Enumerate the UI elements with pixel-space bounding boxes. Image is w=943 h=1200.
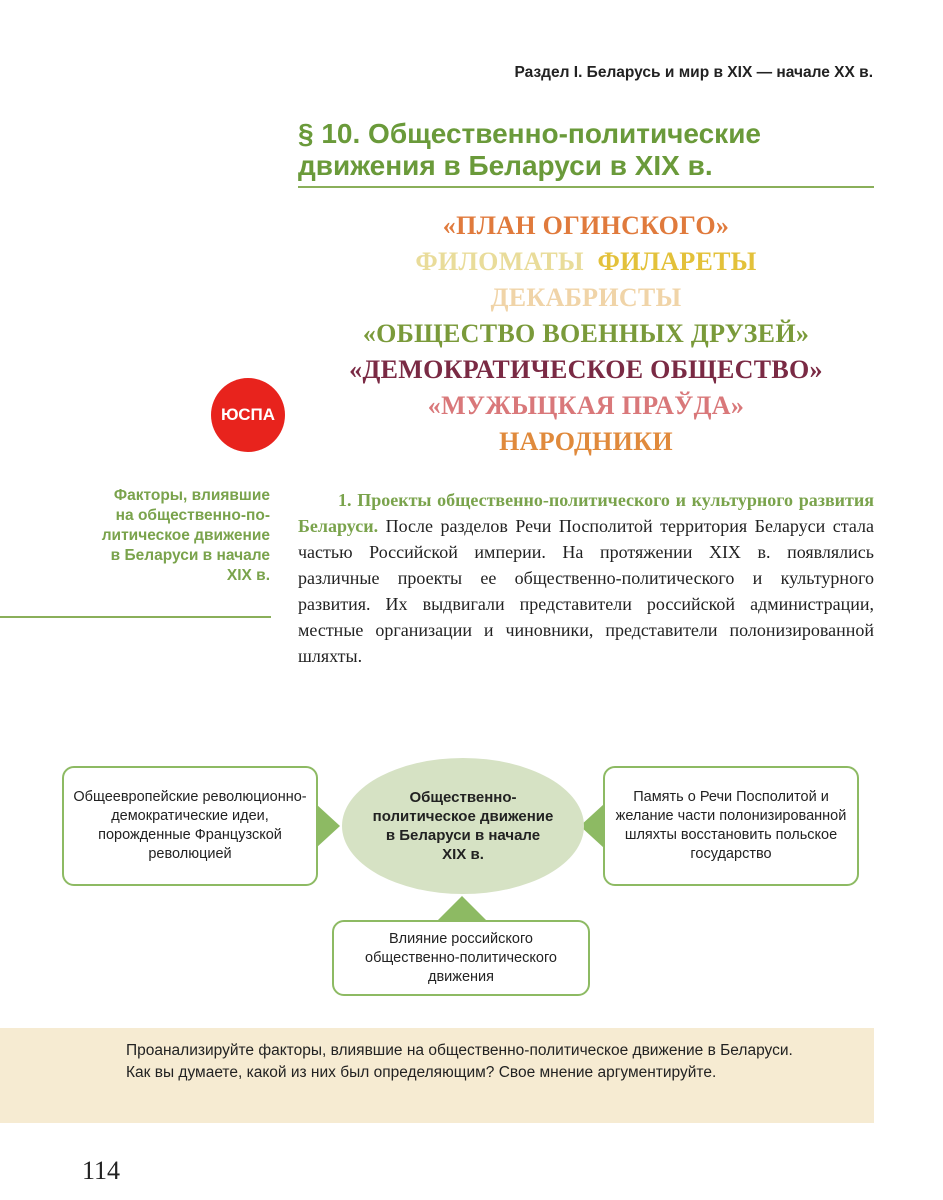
page-number: 114 (82, 1156, 121, 1185)
paragraph-heading: 1. Проекты общественно-политического и культурного развития Беларуси. (298, 490, 874, 536)
task-text: Проанализируйте факторы, влиявшие на общественно-политическое движение в Беларуси. Как вы думаете, какой из них был определяющим? Свое мнение аргументируйте. (126, 1042, 793, 1081)
word-filomaty: ФИЛОМАТЫ (415, 247, 584, 276)
factor-bottom-box: Влияние российского общественно-политического движения (332, 920, 590, 996)
title-line-2: движения в Беларуси в XIX в. (298, 150, 713, 181)
word-obshchestvo-voennyh-druzey: «ОБЩЕСТВО ВОЕННЫХ ДРУЗЕЙ» (362, 319, 810, 348)
factor-right-box: Память о Речи Посполитой и желание части полонизированной шляхты восстановить польское государство (603, 766, 859, 886)
word-plan-oginskogo: «ПЛАН ОГИНСКОГО» (442, 211, 730, 240)
title-line-1: § 10. Общественно-политические (298, 118, 761, 149)
factor-left-box: Общеевропейские революционно-демократические идеи, порожденные Французской революцией (62, 766, 318, 886)
word-muzhytskaya-prauda: «МУЖЫЦКАЯ ПРАЎДА» (427, 391, 745, 420)
word-filarety: ФИЛАРЕТЫ (597, 247, 757, 276)
section-header: Раздел I. Беларусь и мир в XIX — начале XX в. (514, 64, 873, 81)
word-dekabristy: ДЕКАБРИСТЫ (490, 283, 682, 312)
yuspa-logo: ЮСПА (211, 378, 285, 452)
diagram-center: Общественно-политическое движение в Беларуси в начале XIX в. (342, 758, 584, 894)
word-demokraticheskoe-obshchestvo: «ДЕМОКРАТИЧЕСКОЕ ОБЩЕСТВО» (349, 355, 823, 384)
paragraph-body: После разделов Речи Посполитой территория Беларуси стала частью Российской империи. На протяжении XIX в. появлялись различные проекты ее общественно-политического и культурного развития. Их выдвигали представители российской администрации, местные организации и чиновники, представители полонизированной шляхты. (298, 516, 874, 666)
side-note: Факторы, влиявшие на общественно-по- литическое движение в Беларуси в начале XIX в. (101, 487, 270, 584)
arrow-left-to-center (316, 804, 340, 848)
word-narodniki: НАРОДНИКИ (499, 427, 673, 456)
arrow-bottom-to-center (438, 896, 486, 920)
